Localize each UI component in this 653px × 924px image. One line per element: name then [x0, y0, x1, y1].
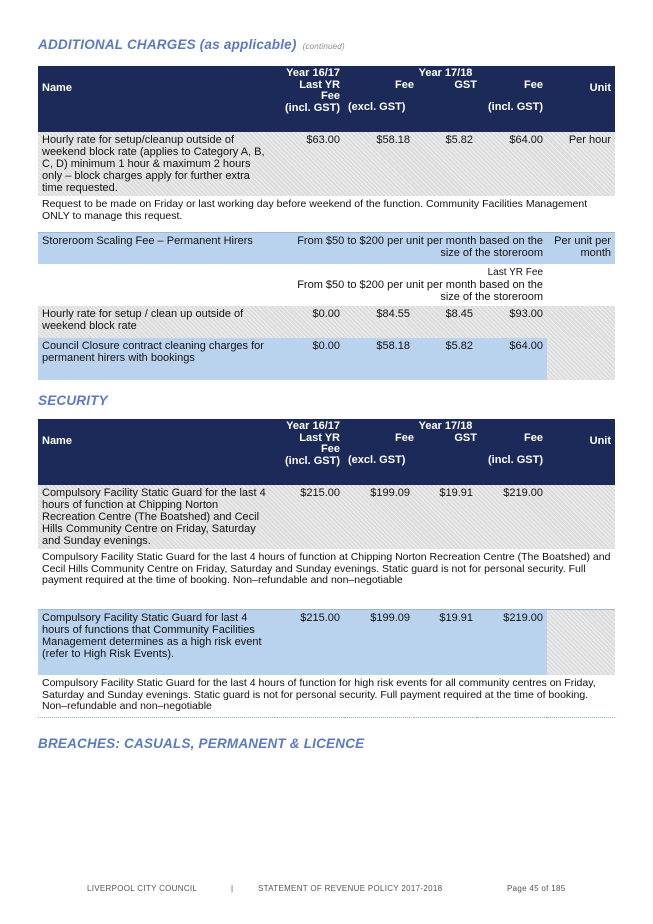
row-fee-incl-gst: $64.00: [509, 134, 544, 146]
table-row: [38, 132, 615, 196]
footer-page-number: Page 45 of 185: [507, 884, 566, 893]
section-title-security: SECURITY: [38, 393, 108, 408]
row-gst: $19.91: [414, 609, 477, 675]
table-row: [38, 232, 615, 264]
header-incl-gst: (incl. GST): [285, 454, 340, 467]
header-fee-incl: Fee: [524, 431, 543, 444]
row-unit: Per unit per month: [547, 232, 615, 264]
last-yr-fee-block: [275, 264, 547, 306]
row-fee-excl-gst: $84.55: [376, 308, 410, 320]
header-incl-gst-2: (incl. GST): [488, 454, 543, 466]
section-title-text: ADDITIONAL CHARGES (as applicable): [38, 37, 297, 52]
row-fee-excl-gst: $58.18: [376, 134, 410, 146]
row-fee-incl-gst: $219.00: [503, 487, 544, 499]
continued-label: (continued): [302, 42, 345, 51]
footer-org: LIVERPOOL CITY COUNCIL: [87, 884, 198, 893]
footer-doc-title: STATEMENT OF REVENUE POLICY 2017-2018: [258, 884, 443, 893]
header-fee: Fee: [395, 431, 414, 444]
row-gst: $5.82: [445, 134, 473, 146]
row-name: Hourly rate for setup / clean up outside of weekend block rate: [42, 308, 244, 332]
header-incl-gst: (incl. GST): [285, 101, 340, 114]
table-header-row: [38, 66, 615, 132]
row-note: Compulsory Facility Static Guard for the last 4 hours of function for high risk events for all community centres on Friday, Saturday and Sunday evenings. Static guard is not for personal security. Full payment required at the time of booking. Non–refundable and non–negotiable: [38, 675, 615, 717]
header-unit: Unit: [547, 419, 615, 485]
section-title-additional-charges: [38, 37, 345, 52]
row-fee-incl-gst: $64.00: [509, 340, 544, 352]
section-title-breaches: BREACHES: CASUALS, PERMANENT & LICENCE: [38, 736, 365, 751]
header-year-prev: [275, 419, 344, 485]
header-year-curr: [344, 66, 547, 132]
last-yr-fee-label: Last YR Fee: [487, 267, 544, 278]
header-year-curr-label: Year 17/18: [418, 420, 473, 432]
note-row: [38, 549, 615, 609]
row-note: Compulsory Facility Static Guard for the last 4 hours of function at Chipping Norton Recreation Centre (The Boatshed) and Cecil Hills Community Centre on Friday, Saturday and Sunday evenings. Static guard is not for personal security. Full payment required at the time of booking. Non–refundable and non–negotiable: [38, 549, 615, 609]
header-incl-gst-2: (incl. GST): [488, 101, 543, 113]
header-year-prev: [275, 66, 344, 132]
row-unit: Per hour: [568, 134, 612, 146]
row-fee-incl-gst: $93.00: [509, 308, 544, 320]
header-year-curr: [344, 419, 547, 485]
row-name: Council Closure contract cleaning charges for permanent hirers with bookings: [42, 340, 264, 364]
row-name: Storeroom Scaling Fee – Permanent Hirers: [38, 232, 275, 264]
footer-divider: |: [231, 884, 234, 893]
row-fee-text: From $50 to $200 per unit per month based on the size of the storeroom: [275, 232, 547, 264]
row-fee-excl-gst: $199.09: [370, 487, 410, 499]
header-year-prev-label: Year 16/17: [286, 67, 340, 79]
header-name: Name: [38, 419, 275, 485]
table-row: [38, 264, 615, 306]
table-header-row: [38, 419, 615, 485]
header-unit: Unit: [547, 66, 615, 132]
table-row: [38, 338, 615, 380]
header-excl-gst: (excl. GST): [348, 454, 406, 466]
row-last-yr-fee: $215.00: [300, 487, 340, 499]
additional-charges-table: [38, 66, 615, 380]
security-table: [38, 419, 615, 718]
header-gst: GST: [454, 431, 477, 444]
header-excl-gst: (excl. GST): [348, 101, 406, 113]
header-name: Name: [38, 66, 275, 132]
row-fee-excl-gst: $58.18: [376, 340, 410, 352]
row-fee-incl-gst: $219.00: [477, 609, 547, 675]
row-name: Hourly rate for setup/cleanup outside of weekend block rate (applies to Category A, B, C, D) minimum 1 hour & maximum 2 hours only – block charges apply for further extra time requested.: [42, 134, 265, 194]
row-last-yr-fee: $63.00: [306, 134, 340, 146]
note-row: [38, 675, 615, 717]
last-yr-fee-text: From $50 to $200 per unit per month based on the size of the storeroom: [297, 279, 544, 303]
row-gst: $19.91: [439, 487, 473, 499]
header-fee-incl: Fee: [524, 78, 543, 91]
header-year-prev-label: Year 16/17: [286, 420, 340, 432]
header-last-yr-fee: Last YR Fee: [299, 431, 340, 455]
note-row: [38, 196, 615, 232]
row-last-yr-fee: $0.00: [312, 308, 340, 320]
table-row: [38, 306, 615, 338]
row-fee-excl-gst: $199.09: [344, 609, 414, 675]
header-year-curr-label: Year 17/18: [418, 67, 473, 79]
row-name: Compulsory Facility Static Guard for the last 4 hours of function at Chipping Norton Recreation Centre (The Boatshed) and Cecil Hills Community Centre on Friday, Saturday and Sunday evenings.: [42, 487, 266, 547]
row-gst: $8.45: [445, 308, 473, 320]
table-row: [38, 485, 615, 549]
row-last-yr-fee: $0.00: [312, 340, 340, 352]
header-last-yr-fee: Last YR Fee: [299, 78, 340, 102]
row-note: Request to be made on Friday or last working day before weekend of the function. Community Facilities Management ONLY to manage this request.: [38, 196, 615, 232]
table-row: [38, 609, 615, 675]
header-fee: Fee: [395, 78, 414, 91]
header-gst: GST: [454, 78, 477, 91]
row-name: Compulsory Facility Static Guard for last 4 hours of functions that Community Facilities Management determines as a high risk event (refer to High Risk Events).: [38, 609, 275, 675]
row-last-yr-fee: $215.00: [275, 609, 344, 675]
row-gst: $5.82: [445, 340, 473, 352]
